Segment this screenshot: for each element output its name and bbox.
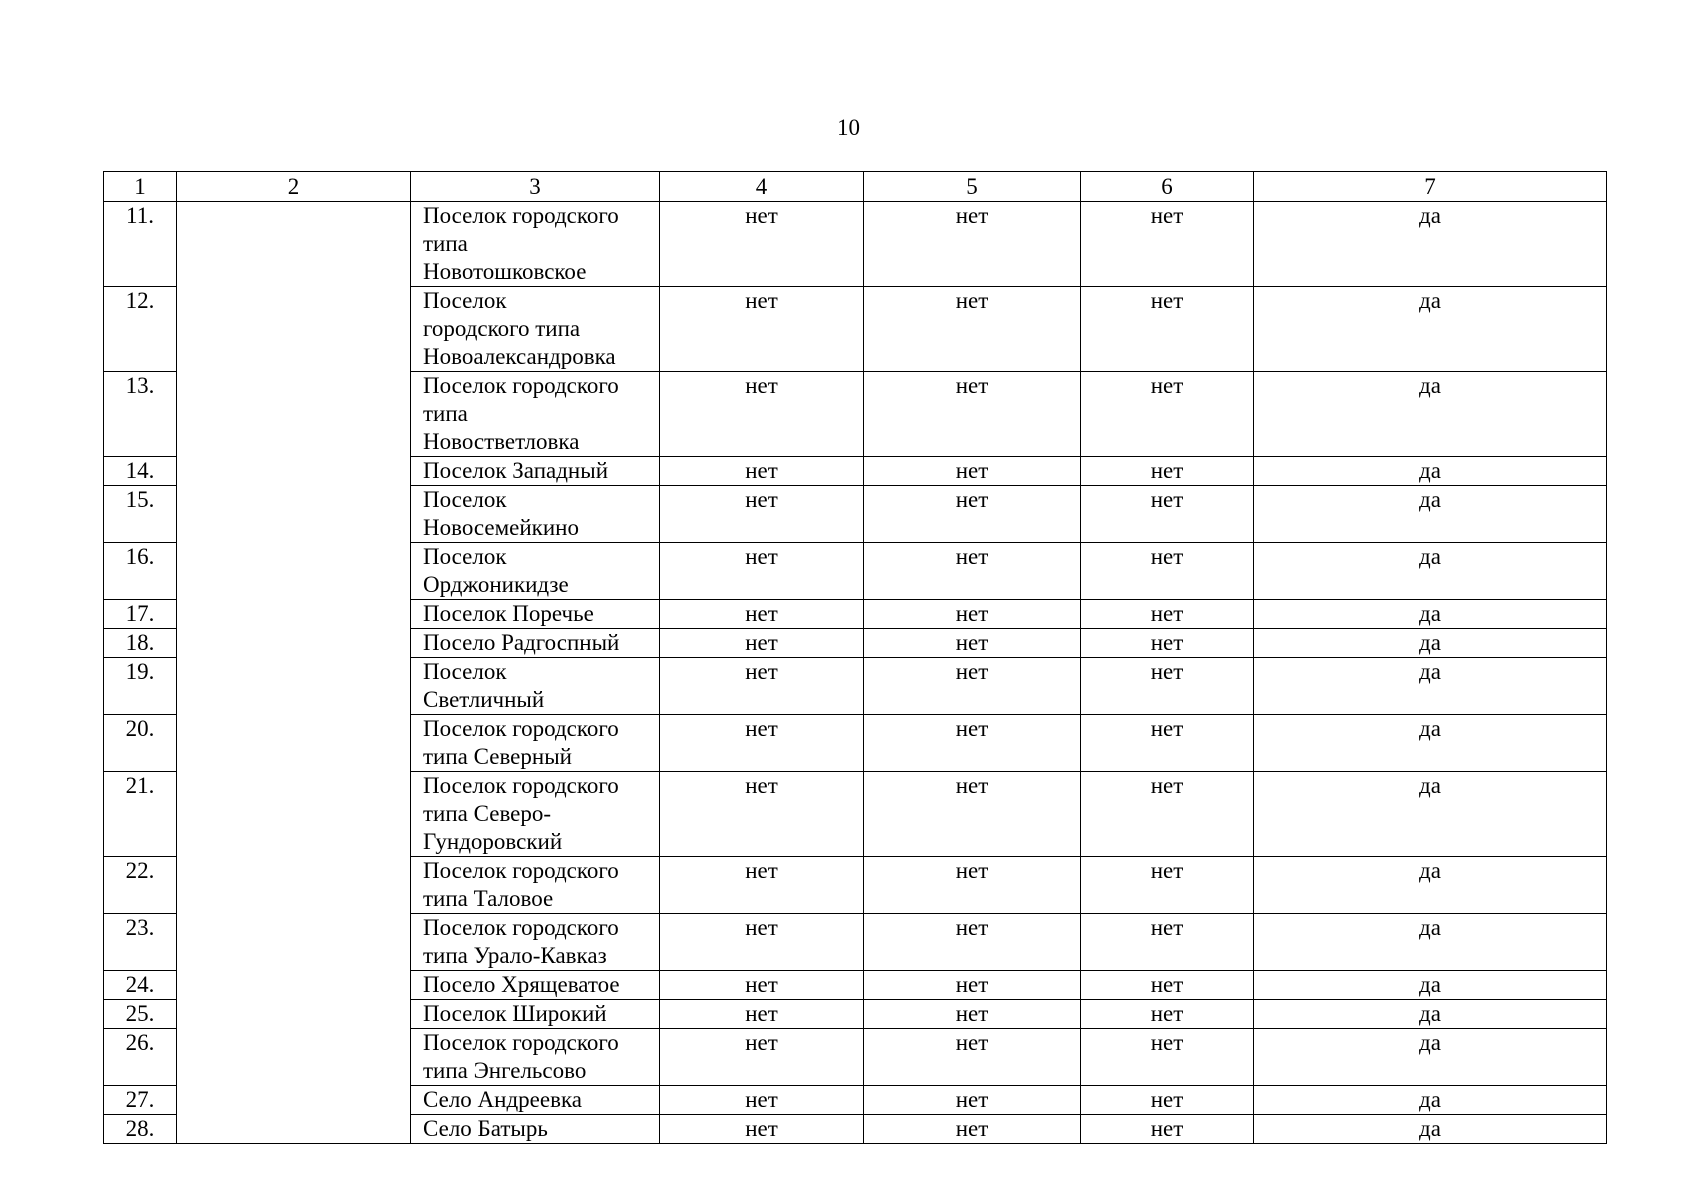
value-cell-col-4: нет (660, 772, 864, 857)
value-cell-col-5: нет (864, 1000, 1081, 1029)
value-cell-col-7: да (1254, 914, 1607, 971)
value-cell-col-5: нет (864, 715, 1081, 772)
settlement-name-cell (411, 629, 660, 658)
settlements-table (103, 171, 1607, 1144)
value-cell-col-6: нет (1081, 202, 1254, 287)
row-number-cell: 28. (104, 1115, 177, 1144)
settlement-name-line: Село Андреевка (423, 1087, 582, 1112)
row-number-cell: 27. (104, 1086, 177, 1115)
settlement-name-line: Орджоникидзе (423, 572, 569, 597)
value-cell-col-7: да (1254, 629, 1607, 658)
settlement-name-line: Поселок городского (423, 373, 619, 398)
settlement-name-line: Поселок городского (423, 203, 619, 228)
settlement-name-cell (411, 971, 660, 1000)
settlement-name-line: Новоалександровка (423, 344, 616, 369)
value-cell-col-7: да (1254, 287, 1607, 372)
value-cell-col-6: нет (1081, 914, 1254, 971)
value-cell-col-7: да (1254, 486, 1607, 543)
row-number-cell: 25. (104, 1000, 177, 1029)
row-number-cell: 15. (104, 486, 177, 543)
value-cell-col-6: нет (1081, 1086, 1254, 1115)
value-cell-col-6: нет (1081, 658, 1254, 715)
value-cell-col-6: нет (1081, 715, 1254, 772)
value-cell-col-5: нет (864, 543, 1081, 600)
value-cell-col-7: да (1254, 1000, 1607, 1029)
value-cell-col-5: нет (864, 1115, 1081, 1144)
value-cell-col-4: нет (660, 600, 864, 629)
value-cell-col-6: нет (1081, 543, 1254, 600)
settlement-name-line: Новотошковское (423, 259, 587, 284)
column-2-merged-cell (177, 202, 411, 1144)
settlement-name-line: Поселок (423, 487, 507, 512)
value-cell-col-4: нет (660, 658, 864, 715)
settlement-name-line: Поселок городского (423, 716, 619, 741)
row-number-cell: 14. (104, 457, 177, 486)
table-body (104, 172, 1607, 1144)
settlement-name-cell (411, 543, 660, 600)
value-cell-col-5: нет (864, 971, 1081, 1000)
settlement-name-line: типа (423, 401, 468, 426)
settlement-name-line: Светличный (423, 687, 545, 712)
value-cell-col-5: нет (864, 287, 1081, 372)
value-cell-col-7: да (1254, 658, 1607, 715)
value-cell-col-7: да (1254, 715, 1607, 772)
value-cell-col-4: нет (660, 857, 864, 914)
row-number-cell: 12. (104, 287, 177, 372)
value-cell-col-4: нет (660, 372, 864, 457)
header-cell-4: 4 (660, 172, 864, 202)
value-cell-col-4: нет (660, 1000, 864, 1029)
table-row (104, 202, 1607, 287)
value-cell-col-7: да (1254, 543, 1607, 600)
settlement-name-line: типа Северный (423, 744, 572, 769)
settlement-name-line: Поселок Западный (423, 458, 608, 483)
header-cell-3: 3 (411, 172, 660, 202)
row-number-cell: 17. (104, 600, 177, 629)
settlement-name-cell (411, 372, 660, 457)
row-number-cell: 21. (104, 772, 177, 857)
settlement-name-line: Новосемейкино (423, 515, 579, 540)
value-cell-col-4: нет (660, 486, 864, 543)
value-cell-col-6: нет (1081, 1115, 1254, 1144)
value-cell-col-7: да (1254, 457, 1607, 486)
value-cell-col-6: нет (1081, 971, 1254, 1000)
settlement-name-cell (411, 457, 660, 486)
settlement-name-line: типа Таловое (423, 886, 554, 911)
row-number-cell: 13. (104, 372, 177, 457)
header-cell-7: 7 (1254, 172, 1607, 202)
row-number-cell: 26. (104, 1029, 177, 1086)
settlement-name-cell (411, 914, 660, 971)
value-cell-col-7: да (1254, 1086, 1607, 1115)
value-cell-col-7: да (1254, 202, 1607, 287)
value-cell-col-4: нет (660, 1086, 864, 1115)
value-cell-col-6: нет (1081, 1029, 1254, 1086)
settlement-name-line: Посело Хрящеватое (423, 972, 620, 997)
settlement-name-cell (411, 1115, 660, 1144)
settlement-name-line: Поселок городского (423, 1030, 619, 1055)
value-cell-col-5: нет (864, 658, 1081, 715)
value-cell-col-6: нет (1081, 457, 1254, 486)
settlement-name-cell (411, 772, 660, 857)
value-cell-col-5: нет (864, 772, 1081, 857)
value-cell-col-4: нет (660, 1029, 864, 1086)
settlement-name-line: типа Северо- (423, 801, 552, 826)
header-cell-5: 5 (864, 172, 1081, 202)
value-cell-col-4: нет (660, 1115, 864, 1144)
settlement-name-line: типа (423, 231, 468, 256)
settlement-name-line: Поселок городского (423, 773, 619, 798)
settlement-name-cell (411, 287, 660, 372)
settlement-name-cell (411, 715, 660, 772)
settlement-name-line: Поселок Широкий (423, 1001, 607, 1026)
page-number: 10 (837, 115, 860, 140)
value-cell-col-4: нет (660, 629, 864, 658)
settlement-name-line: Поселок городского (423, 858, 619, 883)
value-cell-col-5: нет (864, 486, 1081, 543)
value-cell-col-5: нет (864, 202, 1081, 287)
row-number-cell: 19. (104, 658, 177, 715)
value-cell-col-6: нет (1081, 629, 1254, 658)
settlement-name-line: Гундоровский (423, 829, 563, 854)
value-cell-col-6: нет (1081, 772, 1254, 857)
header-cell-6: 6 (1081, 172, 1254, 202)
value-cell-col-6: нет (1081, 287, 1254, 372)
row-number-cell: 16. (104, 543, 177, 600)
row-number-cell: 20. (104, 715, 177, 772)
value-cell-col-6: нет (1081, 1000, 1254, 1029)
value-cell-col-4: нет (660, 543, 864, 600)
value-cell-col-5: нет (864, 1086, 1081, 1115)
settlement-name-line: Поселок Поречье (423, 601, 594, 626)
settlement-name-line: Поселок (423, 544, 507, 569)
value-cell-col-5: нет (864, 600, 1081, 629)
value-cell-col-7: да (1254, 1115, 1607, 1144)
settlement-name-cell (411, 658, 660, 715)
value-cell-col-5: нет (864, 629, 1081, 658)
value-cell-col-5: нет (864, 857, 1081, 914)
settlement-name-line: Поселок (423, 288, 507, 313)
settlement-name-cell (411, 857, 660, 914)
settlement-name-line: Село Батырь (423, 1116, 548, 1141)
settlement-name-cell (411, 486, 660, 543)
settlement-name-cell (411, 1029, 660, 1086)
row-number-cell: 22. (104, 857, 177, 914)
value-cell-col-7: да (1254, 372, 1607, 457)
settlement-name-line: Посело Радгоспный (423, 630, 620, 655)
value-cell-col-7: да (1254, 971, 1607, 1000)
value-cell-col-5: нет (864, 914, 1081, 971)
header-row (104, 172, 1607, 202)
value-cell-col-4: нет (660, 457, 864, 486)
settlement-name-line: городского типа (423, 316, 581, 341)
value-cell-col-7: да (1254, 600, 1607, 629)
value-cell-col-6: нет (1081, 486, 1254, 543)
settlement-name-cell (411, 600, 660, 629)
settlement-name-cell (411, 1086, 660, 1115)
value-cell-col-6: нет (1081, 857, 1254, 914)
row-number-cell: 11. (104, 202, 177, 287)
settlement-name-line: Поселок (423, 659, 507, 684)
value-cell-col-6: нет (1081, 600, 1254, 629)
value-cell-col-7: да (1254, 1029, 1607, 1086)
value-cell-col-5: нет (864, 372, 1081, 457)
settlement-name-line: типа Энгельсово (423, 1058, 587, 1083)
value-cell-col-7: да (1254, 772, 1607, 857)
value-cell-col-4: нет (660, 202, 864, 287)
settlement-name-line: Новостветловка (423, 429, 580, 454)
row-number-cell: 18. (104, 629, 177, 658)
value-cell-col-5: нет (864, 1029, 1081, 1086)
value-cell-col-5: нет (864, 457, 1081, 486)
value-cell-col-4: нет (660, 287, 864, 372)
settlement-name-line: Поселок городского (423, 915, 619, 940)
value-cell-col-4: нет (660, 971, 864, 1000)
value-cell-col-7: да (1254, 857, 1607, 914)
value-cell-col-4: нет (660, 914, 864, 971)
value-cell-col-6: нет (1081, 372, 1254, 457)
settlement-name-cell (411, 1000, 660, 1029)
settlement-name-line: типа Урало-Кавказ (423, 943, 607, 968)
row-number-cell: 24. (104, 971, 177, 1000)
header-cell-1: 1 (104, 172, 177, 202)
header-cell-2: 2 (177, 172, 411, 202)
value-cell-col-4: нет (660, 715, 864, 772)
row-number-cell: 23. (104, 914, 177, 971)
settlement-name-cell (411, 202, 660, 287)
